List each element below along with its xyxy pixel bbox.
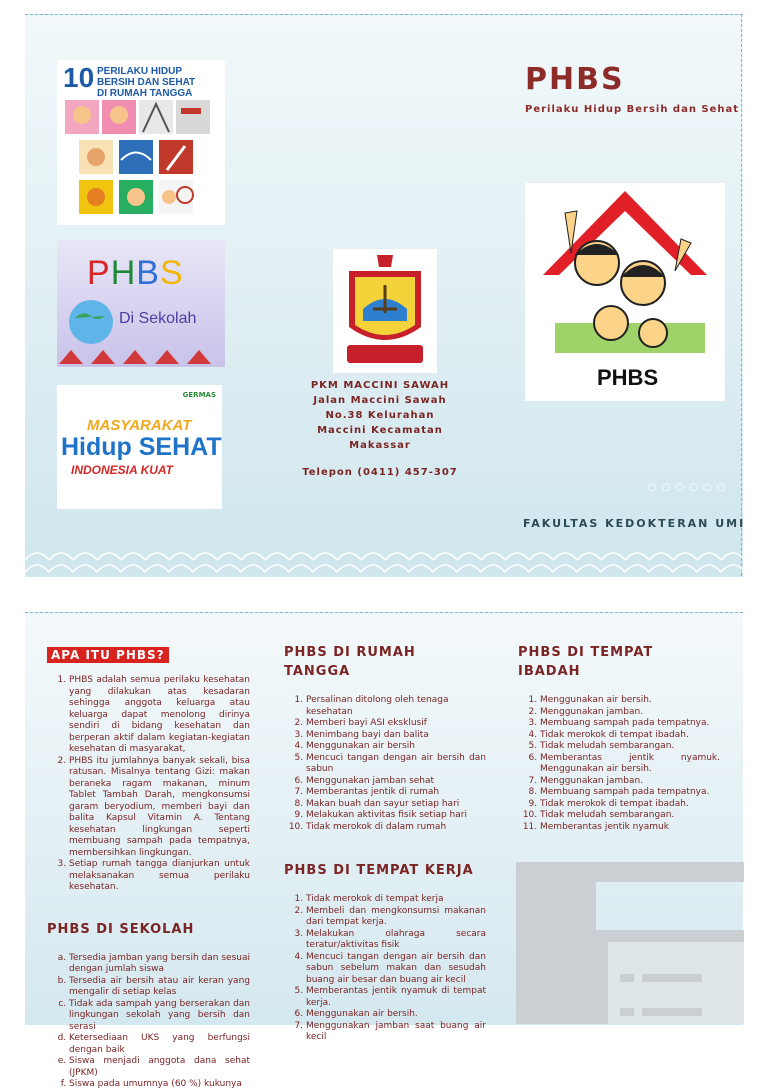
family-logo-label: PHBS <box>597 365 659 390</box>
list-item: 8. Membuang sampah pada tempatnya. <box>540 787 720 799</box>
list-item: 10. Tidak merokok di dalam rumah <box>306 822 486 834</box>
rumah-heading-1: PHBS DI RUMAH <box>284 645 416 660</box>
apa-itu-list <box>47 675 250 894</box>
list-item: 11. Memberantas jentik nyamuk <box>540 822 720 834</box>
logo-line-3: DI RUMAH TANGGA <box>97 88 193 99</box>
list-item: 7. Menggunakan jamban saat buang air kecil <box>306 1021 486 1044</box>
list-item: 2. Memberi bayi ASI eksklusif <box>306 718 486 730</box>
decorative-dots: ○○○○○○ <box>648 482 731 493</box>
germas-logo <box>57 385 222 509</box>
list-item: 9. Melakukan aktivitas fisik setiap hari <box>306 810 486 822</box>
address-line-4: Maccini Kecamatan <box>317 425 443 436</box>
list-item: 4. Tidak merokok di tempat ibadah. <box>540 730 720 742</box>
document-placeholder-graphic <box>516 862 744 1024</box>
rumah-heading-2: TANGGA <box>284 664 351 679</box>
list-item: 6. Menggunakan air bersih. <box>306 1009 486 1021</box>
cover-title: PHBS <box>525 62 625 97</box>
germas-label: GERMAS <box>182 391 216 399</box>
kerja-heading: PHBS DI TEMPAT KERJA <box>284 863 474 878</box>
ibadah-list <box>518 695 720 833</box>
indonesia-kuat-line: INDONESIA KUAT <box>71 463 173 477</box>
phbs-rumah-tangga-logo <box>57 60 225 225</box>
list-item: a. Tersedia jamban yang bersih dan sesuai dengan jumlah siswa <box>69 953 250 976</box>
list-item: 3. Membuang sampah pada tempatnya. <box>540 718 720 730</box>
list-item: 3. Menimbang bayi dan balita <box>306 730 486 742</box>
list-item: 8. Makan buah dan sayur setiap hari <box>306 799 486 811</box>
list-item: 1. Tidak merokok di tempat kerja <box>306 894 486 906</box>
list-item: 5. Tidak meludah sembarangan. <box>540 741 720 753</box>
list-item: 2. Membeli dan mengkonsumsi makanan dari tempat kerja. <box>306 906 486 929</box>
list-item: 1. Menggunakan air bersih. <box>540 695 720 707</box>
behavior-icons-grid <box>57 60 225 225</box>
address-line-3: No.38 Kelurahan <box>325 410 435 421</box>
list-item: 6. Menggunakan jamban sehat <box>306 776 486 788</box>
kerja-list <box>284 894 486 1044</box>
cover-subtitle: Perilaku Hidup Bersih dan Sehat <box>525 104 740 115</box>
ibadah-section <box>518 643 720 833</box>
masyarakat-line: MASYARAKAT <box>87 417 192 434</box>
list-item: 3. Setiap rumah tangga dianjurkan untuk melaksanakan semua perilaku kesehatan. <box>69 859 250 894</box>
sekolah-subtitle: Di Sekolah <box>119 310 197 327</box>
list-item: 4. Mencuci tangan dengan air bersih dan sabun sebelum makan dan sesudah buang air besar dan buang air kecil <box>306 952 486 987</box>
list-item: 10. Tidak meludah sembarangan. <box>540 810 720 822</box>
address-line-5: Makassar <box>349 440 411 451</box>
list-item: 5. Memberantas jentik nyamuk di tempat kerja. <box>306 986 486 1009</box>
list-item: 2. PHBS itu jumlahnya banyak sekali, bisa ratusan. Misalnya tentang Gizi: makan beraneka ragam makanan, minum Tablet Tambah Darah, mengkonsumsi garam beryodium, memberi bayi dan balita Kapsul Vitamin A. Tentang kesehatan lingkungan seperti membuang sampah pada tempatnya, membersihkan lingkungan. <box>69 756 250 860</box>
list-item: b. Tersedia air bersih atau air keran yang mengalir di setiap kelas <box>69 976 250 999</box>
sekolah-heading: PHBS DI SEKOLAH <box>47 921 195 937</box>
logo-line-1: PERILAKU HIDUP <box>97 66 183 77</box>
list-item: 9. Tidak merokok di tempat ibadah. <box>540 799 720 811</box>
rumah-list <box>284 695 486 833</box>
list-item: 7. Menggunakan jamban. <box>540 776 720 788</box>
scallop-border <box>25 546 743 574</box>
list-item: e. Siswa menjadi anggota dana sehat (JPKM) <box>69 1056 250 1079</box>
list-item: f. Siswa pada umumnya (60 %) kukunya <box>69 1079 250 1091</box>
apa-itu-heading: APA ITU PHBS? <box>47 647 169 663</box>
rumah-tangga-section <box>284 643 486 1044</box>
address-block <box>300 378 460 480</box>
list-item: 2. Menggunakan jamban. <box>540 707 720 719</box>
logo-number: 10 <box>63 62 95 93</box>
list-item: 5. Mencuci tangan dengan air bersih dan sabun <box>306 753 486 776</box>
address-line-2: Jalan Maccini Sawah <box>313 395 447 406</box>
list-item: 6. Memberantas jentik nyamuk. Menggunakan air bersih. <box>540 753 720 776</box>
sekolah-list <box>47 953 250 1091</box>
list-item: 1. Persalinan ditolong oleh tenaga kesehatan <box>306 695 486 718</box>
hidup-sehat-line: Hidup SEHAT <box>61 433 222 461</box>
list-item: d. Ketersediaan UKS yang berfungsi dengan baik <box>69 1033 250 1056</box>
ibadah-heading-1: PHBS DI TEMPAT <box>518 645 654 660</box>
list-item: c. Tidak ada sampah yang berserakan dan lingkungan sekolah yang bersih dan serasi <box>69 999 250 1034</box>
logo-line-2: BERSIH DAN SEHAT <box>97 77 196 88</box>
list-item: 7. Memberantas jentik di rumah <box>306 787 486 799</box>
phbs-family-logo <box>525 183 725 401</box>
list-item: 1. PHBS adalah semua perilaku kesehatan yang dilakukan atas kesadaran sehingga anggota keluarga atau keluarga dapat menolong dirinya sendiri di bidang kesehatan dan berperan aktif dalam kegiatan-kegiatan kesehatan di masyarakat, <box>69 675 250 756</box>
address-line-1: PKM MACCINI SAWAH <box>310 380 450 391</box>
shield-icon <box>333 249 437 373</box>
makassar-emblem <box>333 249 437 373</box>
phbs-sekolah-logo <box>57 240 225 367</box>
phone-number: Telepon (0411) 457-307 <box>302 467 458 478</box>
sekolah-phbs-wordmark: PHBS <box>87 254 184 292</box>
ibadah-heading-2: IBADAH <box>518 664 581 679</box>
list-item: 4. Menggunakan air bersih <box>306 741 486 753</box>
fold-line <box>741 14 744 576</box>
school-houses-icon <box>57 340 225 366</box>
faculty-label: FAKULTAS KEDOKTERAN UMI <box>523 517 746 530</box>
list-item: 3. Melakukan olahraga secara teratur/aktivitas fisik <box>306 929 486 952</box>
